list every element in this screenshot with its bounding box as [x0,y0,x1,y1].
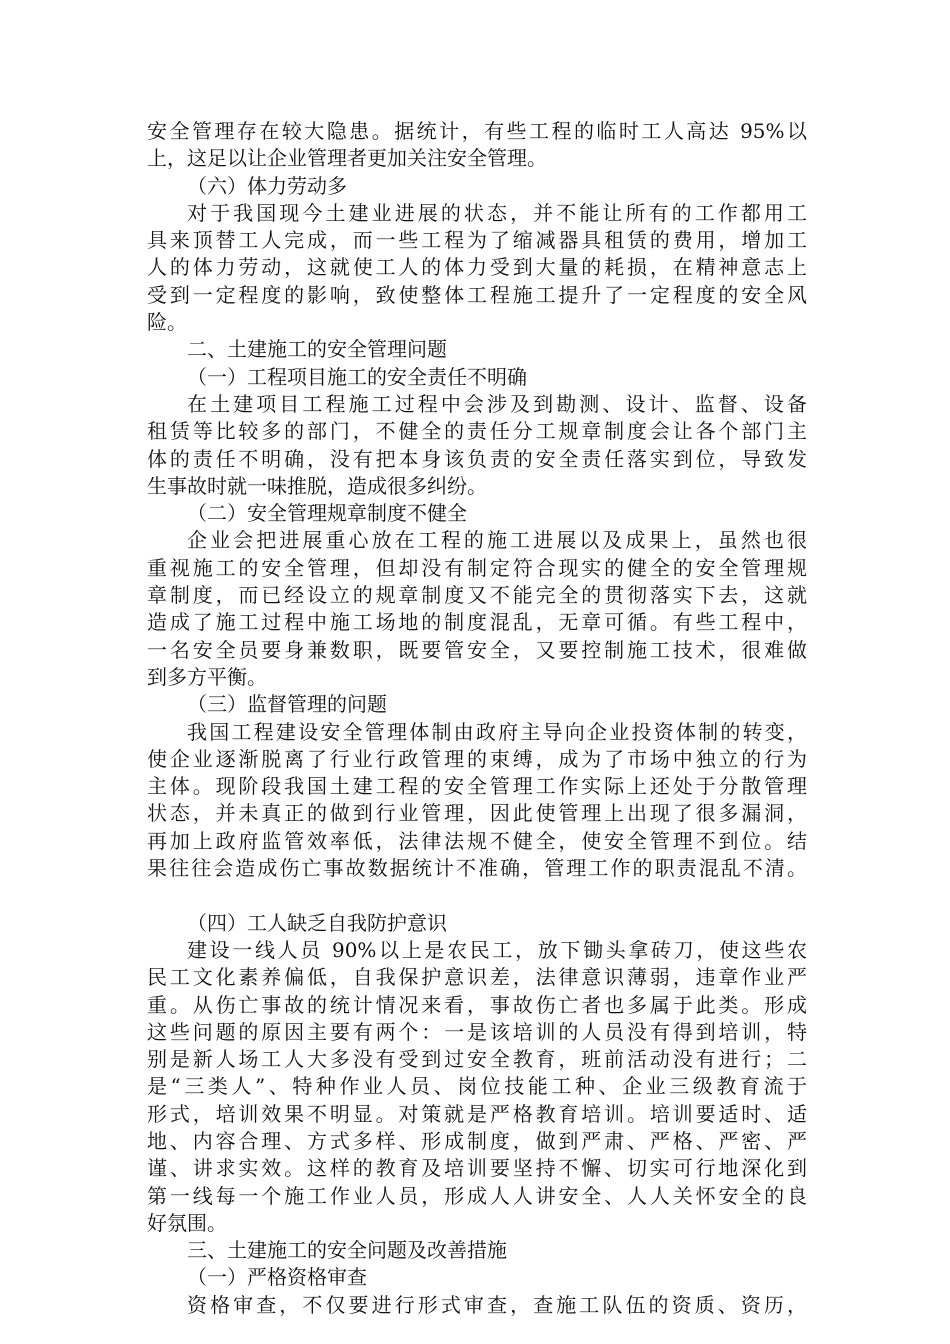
text-line: 好氛围。 [147,1210,227,1235]
text-line: 重视施工的安全管理，但却没有制定符合现实的健全的安全管理规 [147,555,807,580]
text-line: 一名安全员要身兼数职，既要管安全，又要控制施工技术，很难做 [147,637,807,662]
text-line: 民工文化素养偏低，自我保护意识差，法律意识薄弱，违章作业严 [147,965,807,990]
text-line: 对于我国现今土建业进展的状态，并不能让所有的工作都用工 [187,200,807,225]
text-line: 资格审查，不仅要进行形式审查，查施工队伍的资质、资历， [187,1292,807,1317]
text-line: 地、内容合理、方式多样、形成制度，做到严肃、严格、严密、严 [147,1128,807,1153]
text-line: 上，这足以让企业管理者更加关注安全管理。 [147,146,547,171]
text-line: （六）体力劳动多 [187,173,347,198]
text-line: 第一线每一个施工作业人员，形成人人讲安全、人人关怀安全的良 [147,1183,807,1208]
text-line: （一）工程项目施工的安全责任不明确 [187,364,527,389]
text-line: 租赁等比较多的部门，不健全的责任分工规章制度会让各个部门主 [147,419,807,444]
text-line: （四）工人缺乏自我防护意识 [187,910,447,935]
text-line: 建设一线人员 90%以上是农民工，放下锄头拿砖刀，使这些农 [187,937,807,962]
text-line: 是“三类人”、特种作业人员、岗位技能工种、企业三级教育流于 [147,1074,807,1099]
text-line: 造成了施工过程中施工场地的制度混乱，无章可循。有些工程中， [147,610,807,635]
text-line: 主体。现阶段我国土建工程的安全管理工作实际上还处于分散管理 [147,774,807,799]
text-line: 使企业逐渐脱离了行业行政管理的束缚，成为了市场中独立的行为 [147,746,807,771]
text-line: 谨、讲求实效。这样的教育及培训要坚持不懈、切实可行地深化到 [147,1156,807,1181]
text-line: 到多方平衡。 [147,664,267,689]
text-line: 我国工程建设安全管理体制由政府主导向企业投资体制的转变， [187,719,807,744]
text-line: （一）严格资格审查 [187,1265,367,1290]
text-line: 再加上政府监管效率低，法律法规不健全，使安全管理不到位。结 [147,828,807,853]
text-line: 重。从伤亡事故的统计情况来看，事故伤亡者也多属于此类。形成 [147,992,807,1017]
text-line: 体的责任不明确，没有把本身该负责的安全责任落实到位，导致发 [147,446,807,471]
text-line: 受到一定程度的影响，致使整体工程施工提升了一定程度的安全风 [147,282,807,307]
text-line: 具来顶替工人完成，而一些工程为了缩减器具租赁的费用，增加工 [147,228,807,253]
text-line: （三）监督管理的问题 [187,692,387,717]
document-body [147,118,807,1319]
text-line: 章制度，而已经设立的规章制度又不能完全的贯彻落实下去，这就 [147,583,807,608]
text-line: 形式，培训效果不明显。对策就是严格教育培训。培训要适时、适 [147,1101,807,1126]
text-line: 企业会把进展重心放在工程的施工进展以及成果上，虽然也很 [187,528,807,553]
text-line: 果往往会造成伤亡事故数据统计不准确，管理工作的职责混乱不清。 [147,856,807,881]
text-line: （二）安全管理规章制度不健全 [187,501,467,526]
text-line: 在土建项目工程施工过程中会涉及到勘测、设计、监督、设备 [187,391,807,416]
text-line: 三、土建施工的安全问题及改善措施 [187,1238,507,1263]
text-line: 人的体力劳动，这就使工人的体力受到大量的耗损，在精神意志上 [147,255,807,280]
text-line: 安全管理存在较大隐患。据统计，有些工程的临时工人高达 95%以 [147,119,807,143]
text-line: 状态，并未真正的做到行业管理，因此使管理上出现了很多漏洞， [147,801,807,826]
text-line: 险。 [147,310,187,335]
text-line: 二、土建施工的安全管理问题 [187,337,447,362]
text-line: 生事故时就一味推脱，造成很多纠纷。 [147,473,487,498]
text-line: 别是新人场工人大多没有受到过安全教育，班前活动没有进行；二 [147,1047,807,1072]
blank-line [147,882,807,909]
text-line: 这些问题的原因主要有两个：一是该培训的人员没有得到培训，特 [147,1019,807,1044]
